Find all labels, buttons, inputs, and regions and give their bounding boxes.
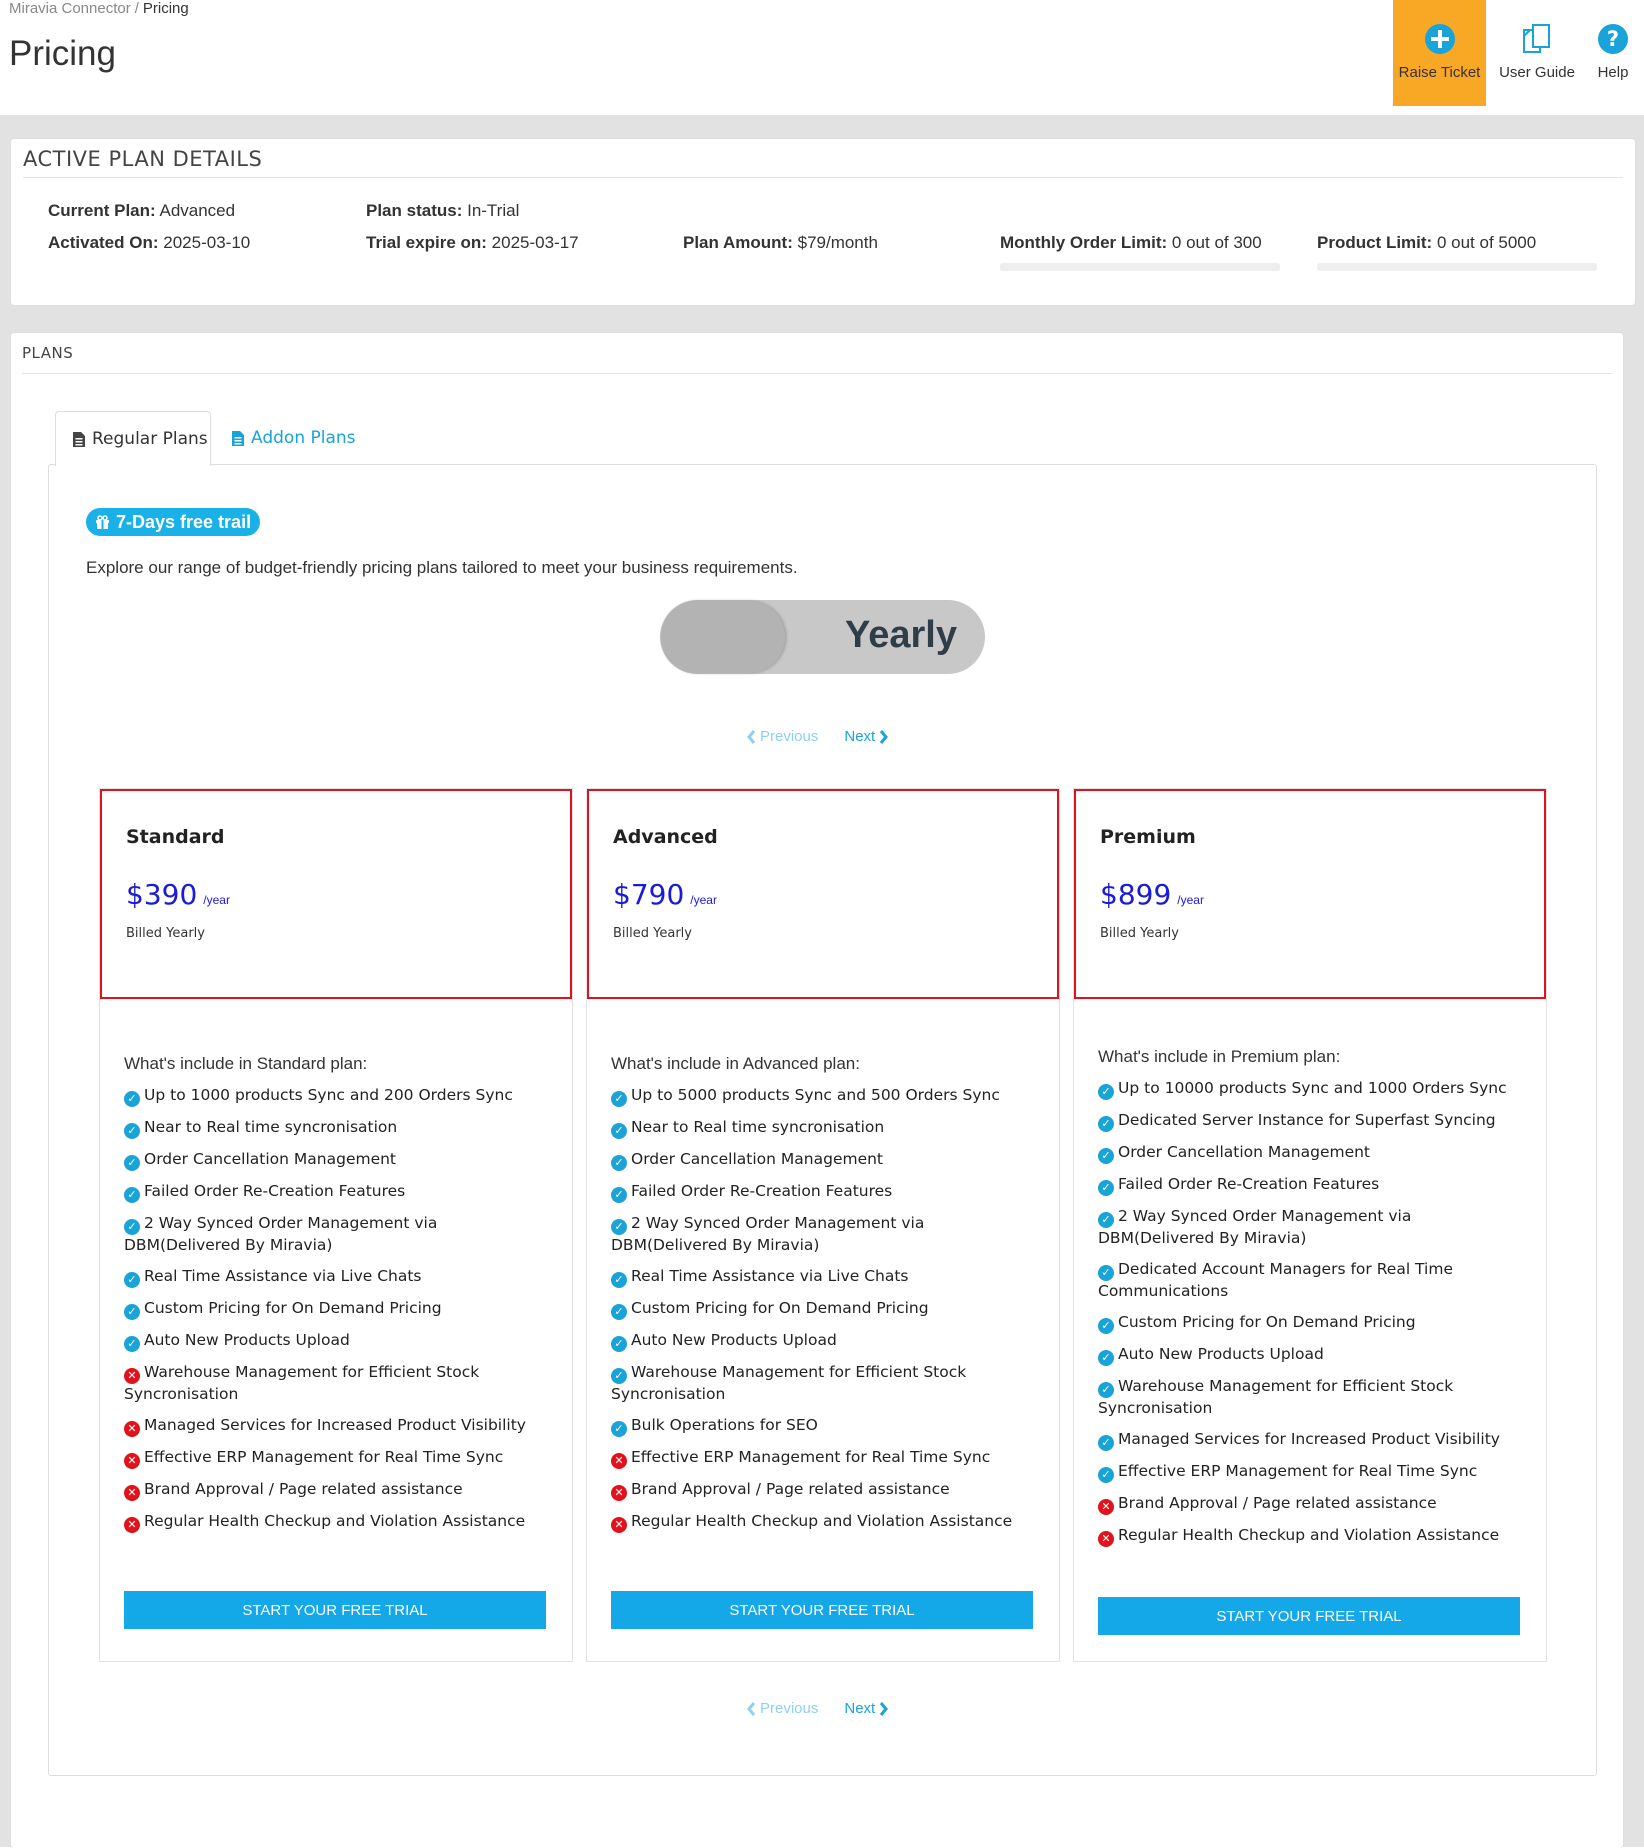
- plan-feature-item: [1098, 1376, 1528, 1419]
- plan-price-amount: $390: [126, 878, 198, 911]
- user-guide-button[interactable]: [1492, 0, 1582, 106]
- plan-feature-text: Dedicated Server Instance for Superfast Syncing: [1118, 1111, 1496, 1129]
- check-circle-icon: ✓: [1098, 1116, 1114, 1132]
- plan-feature-text: Custom Pricing for On Demand Pricing: [1118, 1313, 1416, 1331]
- product-limit-progress: [1317, 263, 1597, 271]
- active-plan-panel: [10, 138, 1636, 306]
- check-circle-icon: ✓: [124, 1187, 140, 1203]
- previous-label: Previous: [760, 728, 819, 745]
- pager-top: [746, 728, 889, 745]
- plan-feature-text: Warehouse Management for Efficient Stock Syncronisation: [611, 1363, 967, 1403]
- next-button[interactable]: [844, 728, 889, 745]
- user-guide-label: User Guide: [1499, 64, 1575, 81]
- check-circle-icon: ✓: [611, 1155, 627, 1171]
- next-label: Next: [844, 728, 876, 745]
- plan-feature-item: [124, 1447, 554, 1469]
- start-free-trial-button[interactable]: START YOUR FREE TRIAL: [611, 1591, 1033, 1629]
- trial-expire-label: Trial expire on:: [366, 233, 487, 252]
- check-circle-icon: ✓: [1098, 1265, 1114, 1281]
- plan-feature-text: Brand Approval / Page related assistance: [631, 1480, 950, 1498]
- plan-feature-text: Warehouse Management for Efficient Stock Syncronisation: [124, 1363, 480, 1403]
- check-circle-icon: ✓: [1098, 1382, 1114, 1398]
- next-button[interactable]: [844, 1700, 889, 1717]
- plan-feature-text: Regular Health Checkup and Violation Assistance: [631, 1512, 1013, 1530]
- plan-feature-text: Failed Order Re-Creation Features: [144, 1182, 406, 1200]
- plan-name: Standard: [126, 826, 225, 848]
- tab-addon-plans[interactable]: [231, 411, 356, 465]
- plan-feature-item: [611, 1298, 1041, 1320]
- raise-ticket-button[interactable]: [1393, 0, 1486, 106]
- plan-feature-list: [124, 1085, 554, 1543]
- svg-text:?: ?: [1606, 27, 1620, 51]
- plans-title: PLANS: [22, 344, 74, 362]
- plan-feature-text: Up to 10000 products Sync and 1000 Orders Sync: [1118, 1079, 1507, 1097]
- plan-feature-item: [611, 1266, 1041, 1288]
- plan-feature-text: Brand Approval / Page related assistance: [144, 1480, 463, 1498]
- plan-feature-item: [611, 1085, 1041, 1107]
- plan-price-period: /year: [1177, 893, 1204, 907]
- plan-feature-item: [1098, 1493, 1528, 1515]
- times-circle-icon: ✕: [124, 1485, 140, 1501]
- current-plan: [48, 201, 235, 221]
- times-circle-icon: ✕: [611, 1453, 627, 1469]
- check-circle-icon: ✓: [611, 1304, 627, 1320]
- plan-feature-item: [611, 1511, 1041, 1533]
- plan-feature-text: Regular Health Checkup and Violation Assistance: [1118, 1526, 1500, 1544]
- plan-feature-text: Real Time Assistance via Live Chats: [631, 1267, 909, 1285]
- check-circle-icon: ✓: [124, 1272, 140, 1288]
- check-circle-icon: ✓: [611, 1187, 627, 1203]
- previous-button[interactable]: [746, 728, 818, 745]
- plan-feature-list: [611, 1085, 1041, 1543]
- check-circle-icon: ✓: [1098, 1318, 1114, 1334]
- documents-icon: [1520, 22, 1554, 56]
- plan-name: Premium: [1100, 826, 1196, 848]
- plan-feature-item: [611, 1362, 1041, 1405]
- active-plan-title: ACTIVE PLAN DETAILS: [23, 147, 263, 171]
- plan-amount: [683, 233, 878, 253]
- plan-feature-item: [1098, 1525, 1528, 1547]
- tab-regular-plans[interactable]: [55, 411, 211, 466]
- check-circle-icon: ✓: [124, 1155, 140, 1171]
- pager-bottom: [746, 1700, 889, 1717]
- check-circle-icon: ✓: [1098, 1084, 1114, 1100]
- plan-feature-item: [1098, 1110, 1528, 1132]
- plan-feature-item: [1098, 1174, 1528, 1196]
- times-circle-icon: ✕: [124, 1421, 140, 1437]
- plan-feature-text: Near to Real time syncronisation: [631, 1118, 885, 1136]
- chevron-right-icon: [879, 1701, 889, 1717]
- plan-feature-text: Failed Order Re-Creation Features: [631, 1182, 893, 1200]
- plan-price-period: /year: [690, 893, 717, 907]
- activated-on-value: 2025-03-10: [163, 233, 251, 252]
- plan-feature-text: Real Time Assistance via Live Chats: [144, 1267, 422, 1285]
- plan-feature-text: Order Cancellation Management: [1118, 1143, 1371, 1161]
- breadcrumb: [9, 0, 189, 17]
- page-title: Pricing: [9, 34, 116, 73]
- start-free-trial-button[interactable]: START YOUR FREE TRIAL: [1098, 1597, 1520, 1635]
- plan-feature-text: Managed Services for Increased Product Visibility: [1118, 1430, 1500, 1448]
- check-circle-icon: ✓: [611, 1272, 627, 1288]
- plan-feature-item: [611, 1479, 1041, 1501]
- tab-addon-plans-label: Addon Plans: [251, 428, 356, 448]
- plan-feature-item: [1098, 1259, 1528, 1302]
- billing-period-toggle[interactable]: [660, 600, 985, 674]
- times-circle-icon: ✕: [611, 1485, 627, 1501]
- plan-feature-item: [124, 1330, 554, 1352]
- plan-status-label: Plan status:: [366, 201, 463, 220]
- plan-price: [613, 878, 717, 911]
- plan-feature-text: Bulk Operations for SEO: [631, 1416, 818, 1434]
- gift-icon: [95, 515, 110, 530]
- plan-feature-text: Auto New Products Upload: [144, 1331, 350, 1349]
- plan-feature-text: 2 Way Synced Order Management via DBM(Delivered By Miravia): [611, 1214, 925, 1254]
- plan-feature-item: [1098, 1429, 1528, 1451]
- help-button[interactable]: [1590, 0, 1636, 106]
- plan-price-amount: $790: [613, 878, 685, 911]
- plan-card: [99, 788, 573, 1662]
- plan-feature-item: [124, 1149, 554, 1171]
- check-circle-icon: ✓: [124, 1091, 140, 1107]
- plan-feature-item: [1098, 1206, 1528, 1249]
- plan-feature-text: Near to Real time syncronisation: [144, 1118, 398, 1136]
- toggle-knob: [661, 601, 785, 673]
- check-circle-icon: ✓: [1098, 1350, 1114, 1366]
- plan-card-header: [100, 789, 572, 999]
- plan-feature-text: Custom Pricing for On Demand Pricing: [144, 1299, 442, 1317]
- plan-feature-text: Auto New Products Upload: [1118, 1345, 1324, 1363]
- divider: [23, 177, 1623, 178]
- plan-feature-item: [124, 1213, 554, 1256]
- plan-feature-text: Managed Services for Increased Product Visibility: [144, 1416, 526, 1434]
- plan-feature-text: Up to 1000 products Sync and 200 Orders Sync: [144, 1086, 513, 1104]
- plan-feature-text: Up to 5000 products Sync and 500 Orders Sync: [631, 1086, 1000, 1104]
- current-plan-label: Current Plan:: [48, 201, 156, 220]
- divider: [22, 373, 1612, 374]
- breadcrumb-separator: /: [134, 0, 139, 17]
- check-circle-icon: ✓: [611, 1368, 627, 1384]
- chevron-left-icon: [746, 729, 756, 745]
- check-circle-icon: ✓: [611, 1091, 627, 1107]
- plan-card: [1073, 788, 1547, 1662]
- check-circle-icon: ✓: [124, 1123, 140, 1139]
- plan-price-amount: $899: [1100, 878, 1172, 911]
- free-trial-badge: [86, 508, 260, 536]
- plan-feature-item: [124, 1362, 554, 1405]
- plan-feature-text: Effective ERP Management for Real Time Sync: [144, 1448, 504, 1466]
- plan-feature-item: [1098, 1344, 1528, 1366]
- plan-status: [366, 201, 519, 221]
- plan-billing-note: Billed Yearly: [1100, 926, 1179, 941]
- check-circle-icon: ✓: [1098, 1467, 1114, 1483]
- plan-feature-item: [611, 1415, 1041, 1437]
- previous-button[interactable]: [746, 1700, 818, 1717]
- plan-feature-item: [124, 1181, 554, 1203]
- plan-billing-note: Billed Yearly: [126, 926, 205, 941]
- times-circle-icon: ✕: [124, 1517, 140, 1533]
- plans-intro-text: Explore our range of budget-friendly pricing plans tailored to meet your business requirements.: [86, 558, 798, 577]
- plan-amount-label: Plan Amount:: [683, 233, 793, 252]
- question-circle-icon: [1596, 22, 1630, 56]
- times-circle-icon: ✕: [611, 1517, 627, 1533]
- plan-feature-item: [611, 1181, 1041, 1203]
- free-trial-label: 7-Days free trail: [116, 511, 252, 532]
- plan-feature-item: [1098, 1312, 1528, 1334]
- raise-ticket-label: Raise Ticket: [1398, 64, 1481, 81]
- times-circle-icon: ✕: [124, 1368, 140, 1384]
- plan-feature-text: Auto New Products Upload: [631, 1331, 837, 1349]
- monthly-order-limit: [1000, 233, 1262, 253]
- times-circle-icon: ✕: [124, 1453, 140, 1469]
- plan-amount-value: $79/month: [797, 233, 878, 252]
- activated-on: [48, 233, 250, 253]
- check-circle-icon: ✓: [1098, 1148, 1114, 1164]
- plan-price: [1100, 878, 1204, 911]
- check-circle-icon: ✓: [1098, 1212, 1114, 1228]
- product-limit-label: Product Limit:: [1317, 233, 1433, 252]
- plan-feature-text: Effective ERP Management for Real Time Sync: [1118, 1462, 1478, 1480]
- billing-period-label: Yearly: [845, 614, 957, 656]
- plan-card-header: [1074, 789, 1546, 999]
- plan-feature-text: Regular Health Checkup and Violation Assistance: [144, 1512, 526, 1530]
- breadcrumb-current: Pricing: [142, 0, 189, 17]
- trial-expire: [366, 233, 579, 253]
- plan-feature-item: [124, 1298, 554, 1320]
- chevron-right-icon: [879, 729, 889, 745]
- plan-feature-text: 2 Way Synced Order Management via DBM(Delivered By Miravia): [1098, 1207, 1412, 1247]
- plan-feature-item: [611, 1330, 1041, 1352]
- check-circle-icon: ✓: [1098, 1180, 1114, 1196]
- plan-feature-item: [124, 1415, 554, 1437]
- plan-feature-text: Effective ERP Management for Real Time Sync: [631, 1448, 991, 1466]
- check-circle-icon: ✓: [124, 1336, 140, 1352]
- product-limit: [1317, 233, 1536, 253]
- previous-label: Previous: [760, 1700, 819, 1717]
- plan-feature-item: [124, 1511, 554, 1533]
- chevron-left-icon: [746, 1701, 756, 1717]
- check-circle-icon: ✓: [611, 1421, 627, 1437]
- plan-feature-text: Warehouse Management for Efficient Stock Syncronisation: [1098, 1377, 1454, 1417]
- plan-feature-text: Dedicated Account Managers for Real Time Communications: [1098, 1260, 1453, 1300]
- plan-feature-text: Order Cancellation Management: [631, 1150, 884, 1168]
- plan-feature-text: 2 Way Synced Order Management via DBM(Delivered By Miravia): [124, 1214, 438, 1254]
- plan-feature-item: [124, 1266, 554, 1288]
- plan-price: [126, 878, 230, 911]
- check-circle-icon: ✓: [124, 1219, 140, 1235]
- plan-feature-item: [124, 1479, 554, 1501]
- plus-circle-icon: [1423, 22, 1457, 56]
- monthly-order-limit-label: Monthly Order Limit:: [1000, 233, 1168, 252]
- plan-feature-text: Order Cancellation Management: [144, 1150, 397, 1168]
- plan-feature-item: [611, 1213, 1041, 1256]
- plan-feature-item: [1098, 1078, 1528, 1100]
- plan-feature-list: [1098, 1078, 1528, 1557]
- check-circle-icon: ✓: [611, 1219, 627, 1235]
- breadcrumb-parent-link[interactable]: Miravia Connector: [9, 0, 131, 17]
- document-icon: [72, 431, 86, 448]
- help-label: Help: [1597, 64, 1629, 81]
- check-circle-icon: ✓: [124, 1304, 140, 1320]
- plan-price-period: /year: [203, 893, 230, 907]
- next-label: Next: [844, 1700, 876, 1717]
- tab-regular-plans-label: Regular Plans: [92, 429, 208, 449]
- plan-feature-item: [1098, 1142, 1528, 1164]
- plan-feature-item: [124, 1085, 554, 1107]
- plan-feature-text: Brand Approval / Page related assistance: [1118, 1494, 1437, 1512]
- plan-feature-item: [1098, 1461, 1528, 1483]
- plan-status-value: In-Trial: [467, 201, 520, 220]
- plan-feature-item: [611, 1447, 1041, 1469]
- plan-feature-text: Custom Pricing for On Demand Pricing: [631, 1299, 929, 1317]
- document-icon: [231, 430, 245, 447]
- plan-include-heading: What's include in Advanced plan:: [611, 1054, 860, 1073]
- monthly-order-progress: [1000, 263, 1280, 271]
- times-circle-icon: ✕: [1098, 1531, 1114, 1547]
- plan-include-heading: What's include in Standard plan:: [124, 1054, 368, 1073]
- check-circle-icon: ✓: [611, 1336, 627, 1352]
- trial-expire-value: 2025-03-17: [491, 233, 579, 252]
- plan-card: [586, 788, 1060, 1662]
- plan-feature-item: [124, 1117, 554, 1139]
- plan-billing-note: Billed Yearly: [613, 926, 692, 941]
- current-plan-value: Advanced: [159, 201, 236, 220]
- product-limit-value: 0 out of 5000: [1436, 233, 1537, 252]
- check-circle-icon: ✓: [611, 1123, 627, 1139]
- activated-on-label: Activated On:: [48, 233, 159, 252]
- start-free-trial-button[interactable]: START YOUR FREE TRIAL: [124, 1591, 546, 1629]
- times-circle-icon: ✕: [1098, 1499, 1114, 1515]
- plan-card-header: [587, 789, 1059, 999]
- plan-include-heading: What's include in Premium plan:: [1098, 1047, 1341, 1066]
- monthly-order-limit-value: 0 out of 300: [1171, 233, 1262, 252]
- plan-feature-item: [611, 1117, 1041, 1139]
- plan-feature-item: [611, 1149, 1041, 1171]
- plan-name: Advanced: [613, 826, 718, 848]
- check-circle-icon: ✓: [1098, 1435, 1114, 1451]
- plan-feature-text: Failed Order Re-Creation Features: [1118, 1175, 1380, 1193]
